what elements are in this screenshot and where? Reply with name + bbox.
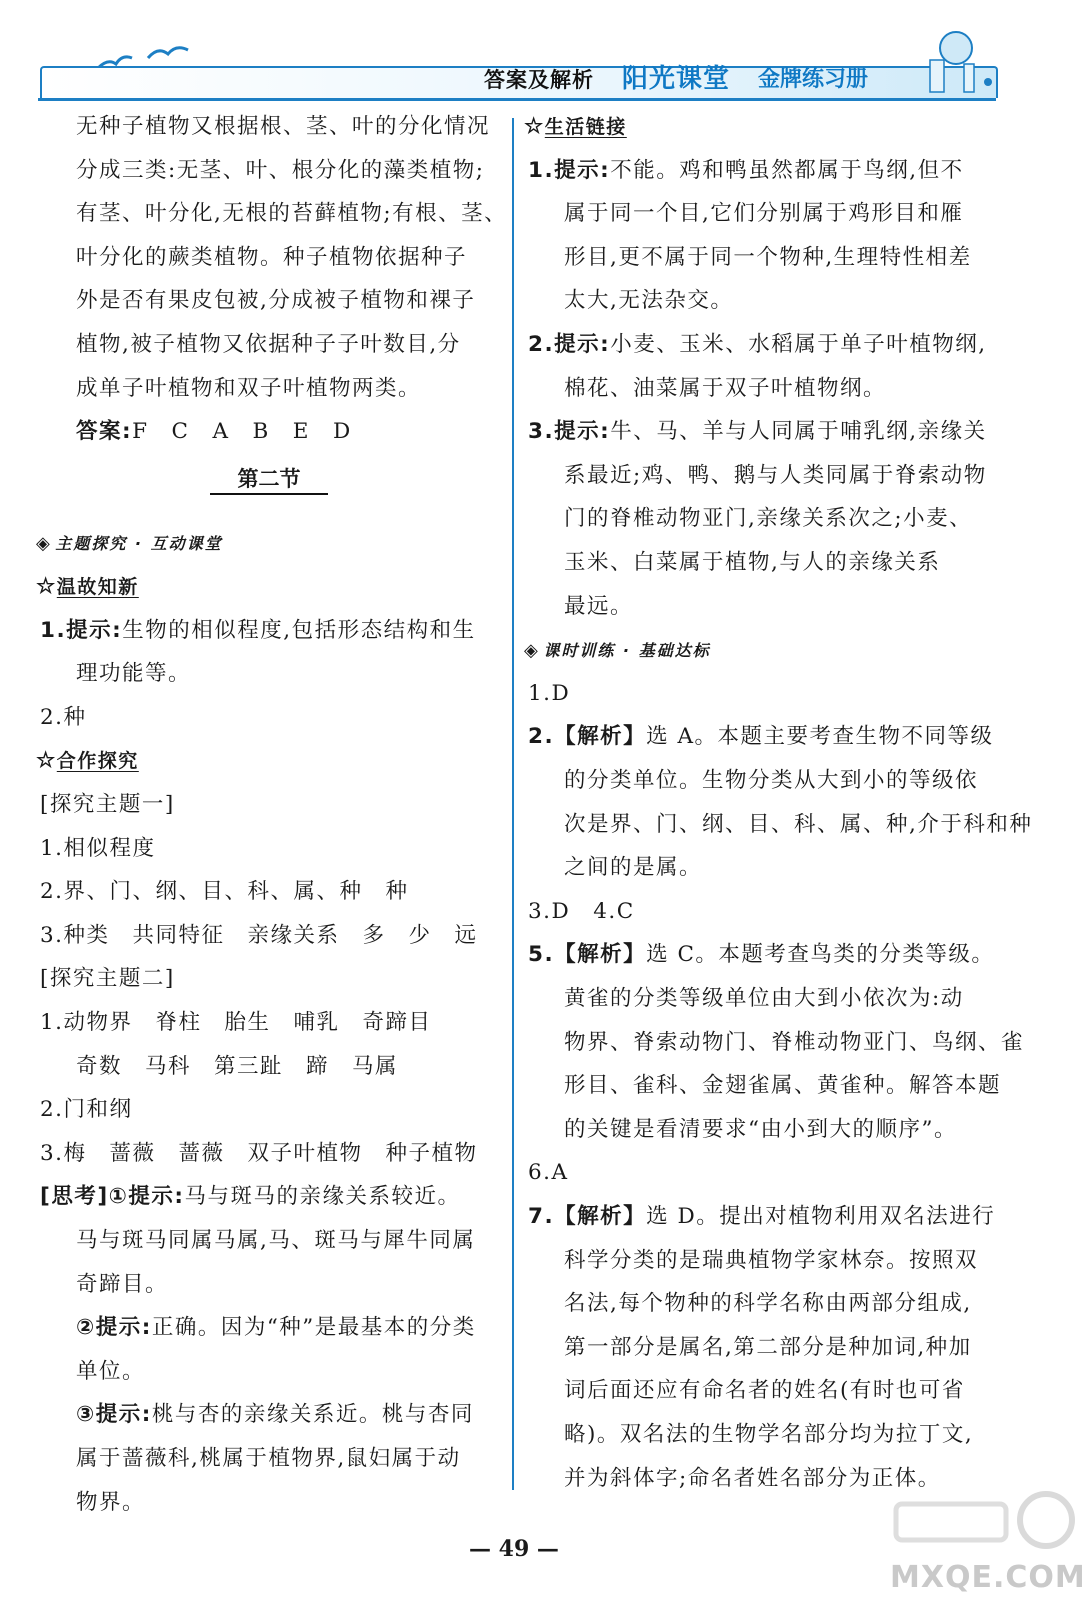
- line-text: 马与斑马的亲缘关系较近。: [184, 1184, 461, 1210]
- text-line: [564, 1333, 972, 1363]
- column-divider: [512, 118, 514, 1490]
- line-text: 不能。鸡和鸭虽然都属于鸟纲,但不: [610, 157, 964, 183]
- text-line: [528, 1158, 569, 1188]
- watermark-text: MXQE.COM: [890, 1560, 1086, 1595]
- text-line: [564, 504, 972, 534]
- text-line: [564, 984, 964, 1014]
- line-text: 并为斜体字;命名者姓名部分为正体。: [564, 1465, 941, 1491]
- line-text: 牛、马、羊与人同属于哺乳纲,亲缘关: [610, 419, 987, 445]
- line-text: 太大,无法杂交。: [564, 288, 734, 314]
- line-label: 3.提示:: [528, 419, 611, 445]
- text-line: [76, 374, 421, 404]
- line-text: 马与斑马同属马属,马、斑马与犀牛同属: [76, 1227, 476, 1253]
- line-text: 的分类单位。生物分类从大到小的等级依: [564, 768, 979, 793]
- text-line: [564, 286, 733, 316]
- line-text: 科学分类的是瑞典植物学家林奈。按照双: [564, 1247, 979, 1273]
- text-line: [76, 1444, 461, 1474]
- section-marker-text: 课时训练 · 基础达标: [543, 641, 711, 661]
- text-line: [528, 330, 987, 360]
- line-text: 3.种类 共同特征 亲缘关系 多 少 远: [40, 922, 478, 948]
- line-text: 玉米、白菜属于植物,与人的亲缘关系: [564, 550, 941, 575]
- line-text: 植物,被子植物又依据种子子叶数目,分: [76, 332, 461, 357]
- line-text: 桃与杏的亲缘关系近。桃与杏同: [151, 1402, 474, 1428]
- text-line: [40, 1008, 432, 1038]
- text-line: [564, 461, 987, 491]
- text-line: [564, 1376, 965, 1406]
- line-text: 正确。因为“种”是最基本的分类: [151, 1315, 476, 1341]
- line-text: 门的脊椎动物亚门,亲缘关系次之;小麦、: [564, 506, 973, 532]
- subheading-text: 生活链接: [544, 116, 627, 138]
- line-label: 1.提示:: [40, 617, 123, 643]
- telescope-icon: [878, 26, 996, 96]
- section-marker-text: 主题探究 · 互动课堂: [55, 534, 223, 554]
- text-line: [528, 1202, 995, 1232]
- line-text: 6.A: [528, 1160, 569, 1186]
- line-text: 小麦、玉米、水稻属于单子叶植物纲,: [610, 332, 987, 357]
- line-text: 选 A。本题主要考查生物不同等级: [646, 724, 994, 750]
- text-line: [40, 703, 87, 733]
- subheading: [36, 572, 139, 602]
- section-marker: [36, 528, 223, 558]
- line-label: ③提示:: [76, 1402, 152, 1428]
- header-rule: [38, 98, 996, 101]
- text-line: [76, 1400, 474, 1430]
- section-title-text: 第二节: [237, 466, 301, 491]
- text-line: [40, 964, 175, 994]
- text-line: [76, 1052, 398, 1082]
- text-line: [76, 659, 191, 689]
- text-line: [40, 790, 175, 820]
- line-text: 奇数 马科 第三趾 蹄 马属: [76, 1053, 399, 1079]
- diamond-icon: ◈: [36, 533, 52, 555]
- line-text: 叶分化的蕨类植物。种子植物依据种子: [76, 244, 468, 270]
- text-line: [564, 1028, 1024, 1058]
- section-marker: [524, 635, 711, 665]
- line-text: 无种子植物又根据根、茎、叶的分化情况: [76, 114, 491, 139]
- text-line: [40, 921, 478, 951]
- line-text: 棉花、油菜属于双子叶植物纲。: [564, 375, 887, 401]
- subheading-text: 温故知新: [56, 575, 139, 598]
- section-title-underline: [210, 493, 328, 495]
- line-text: 名法,每个物种的科学名称由两部分组成,: [564, 1291, 972, 1317]
- line-text: 之间的是属。: [564, 855, 703, 881]
- text-line: [564, 1246, 978, 1276]
- line-label: 5.【解析】: [528, 942, 647, 968]
- line-label: 1.提示:: [528, 157, 611, 183]
- line-label: 7.【解析】: [528, 1204, 647, 1229]
- text-line: [76, 156, 485, 186]
- text-line: [76, 1313, 476, 1343]
- text-line: [564, 853, 702, 883]
- text-line: [40, 834, 156, 864]
- text-line: [40, 616, 476, 646]
- star-icon: ☆: [36, 748, 57, 774]
- text-line: [564, 810, 1032, 840]
- text-line: [76, 112, 490, 142]
- text-line: [564, 548, 940, 578]
- star-icon: ☆: [524, 114, 545, 139]
- line-label: ②提示:: [76, 1315, 152, 1341]
- text-line: [528, 417, 987, 447]
- header-brand-sub: 金牌练习册: [758, 67, 869, 92]
- line-text: 理功能等。: [76, 661, 192, 687]
- line-text: 3.D 4.C: [528, 898, 635, 924]
- text-line: [76, 1226, 475, 1256]
- text-line: [528, 940, 994, 970]
- line-text: F C A B E D: [132, 419, 352, 445]
- diamond-icon: ◈: [524, 640, 540, 662]
- subheading: [36, 746, 139, 776]
- line-text: 形目,更不属于同一个物种,生理特性相差: [564, 244, 972, 270]
- text-line: [40, 1182, 460, 1212]
- subheading-text: 合作探究: [56, 750, 139, 773]
- text-line: [528, 679, 570, 709]
- line-text: 属于同一个目,它们分别属于鸡形目和雁: [564, 201, 964, 227]
- text-line: [564, 766, 978, 796]
- text-line: [40, 1095, 133, 1125]
- text-line: [564, 1289, 972, 1319]
- line-label: 2.提示:: [528, 332, 611, 357]
- line-text: [探究主题一]: [40, 791, 175, 817]
- text-line: [528, 722, 994, 752]
- star-icon: ☆: [36, 573, 57, 599]
- text-line: [76, 1488, 145, 1518]
- line-text: 有茎、叶分化,无根的苔藓植物;有根、茎、: [76, 201, 508, 227]
- header-answers-title: 答案及解析: [484, 68, 594, 92]
- line-text: 2.种: [40, 704, 87, 730]
- subheading: [524, 112, 627, 142]
- text-line: [564, 592, 633, 622]
- text-line: [564, 374, 886, 404]
- line-text: 黄雀的分类等级单位由大到小依次为:动: [564, 986, 964, 1011]
- line-text: 物界。: [76, 1489, 146, 1515]
- line-text: 系最近;鸡、鸭、鹅与人类同属于脊索动物: [564, 462, 987, 488]
- line-text: 次是界、门、纲、目、科、属、种,介于科和种: [564, 811, 1033, 837]
- text-line: [76, 199, 507, 229]
- text-line: [40, 1139, 478, 1169]
- header-brand-main: 阳光课堂: [622, 64, 731, 94]
- text-line: [564, 1071, 1001, 1101]
- line-text: 2.门和纲: [40, 1097, 133, 1123]
- line-text: 属于蔷薇科,桃属于植物界,鼠妇属于动: [76, 1445, 461, 1471]
- line-text: 成单子叶植物和双子叶植物两类。: [76, 375, 422, 401]
- line-text: 分成三类:无茎、叶、根分化的藻类植物;: [76, 157, 485, 183]
- text-line: [564, 243, 972, 273]
- line-text: 2.界、门、纲、目、科、属、种 种: [40, 879, 409, 905]
- text-line: [564, 1464, 941, 1494]
- line-text: 形目、雀科、金翅雀属、黄雀种。解答本题: [564, 1073, 1002, 1099]
- section-title: [210, 463, 328, 493]
- line-text: 物界、脊索动物门、脊椎动物亚门、鸟纲、雀: [564, 1029, 1025, 1055]
- line-text: 词后面还应有命名者的姓名(有时也可省: [564, 1378, 965, 1404]
- line-text: 的关键是看清要求“由小到大的顺序”。: [564, 1116, 957, 1142]
- text-line: [528, 156, 964, 186]
- line-text: 生物的相似程度,包括形态结构和生: [122, 617, 476, 643]
- line-label: [思考]①提示:: [40, 1184, 185, 1210]
- text-line: [76, 1357, 145, 1387]
- line-text: 选 C。本题考查鸟类的分类等级。: [646, 942, 995, 968]
- line-text: [探究主题二]: [40, 966, 175, 992]
- line-text: 第一部分是属名,第二部分是种加词,种加: [564, 1334, 972, 1360]
- text-line: [76, 286, 475, 316]
- text-line: [76, 330, 461, 360]
- line-text: 1.D: [528, 680, 571, 706]
- page-header: [38, 40, 996, 100]
- line-text: 3.梅 蔷薇 蔷薇 双子叶植物 种子植物: [40, 1140, 478, 1166]
- text-line: [564, 1115, 957, 1145]
- line-text: 最远。: [564, 593, 634, 619]
- text-line: [76, 417, 352, 447]
- text-line: [76, 243, 467, 273]
- line-text: 略)。双名法的生物学名部分均为拉丁文,: [564, 1422, 974, 1447]
- text-line: [528, 897, 635, 927]
- line-text: 1.动物界 脊柱 胎生 哺乳 奇蹄目: [40, 1009, 432, 1035]
- page-number: — 49 —: [469, 1536, 559, 1562]
- line-text: 单位。: [76, 1358, 146, 1384]
- line-text: 选 D。提出对植物利用双名法进行: [646, 1204, 996, 1229]
- line-text: 1.相似程度: [40, 835, 156, 861]
- line-label: 2.【解析】: [528, 724, 647, 750]
- line-text: 奇蹄目。: [76, 1271, 169, 1297]
- text-line: [76, 1270, 168, 1300]
- line-text: 外是否有果皮包被,分成被子植物和裸子: [76, 288, 476, 314]
- line-label: 答案:: [76, 419, 133, 445]
- text-line: [40, 877, 409, 907]
- text-line: [564, 199, 963, 229]
- text-line: [564, 1420, 973, 1450]
